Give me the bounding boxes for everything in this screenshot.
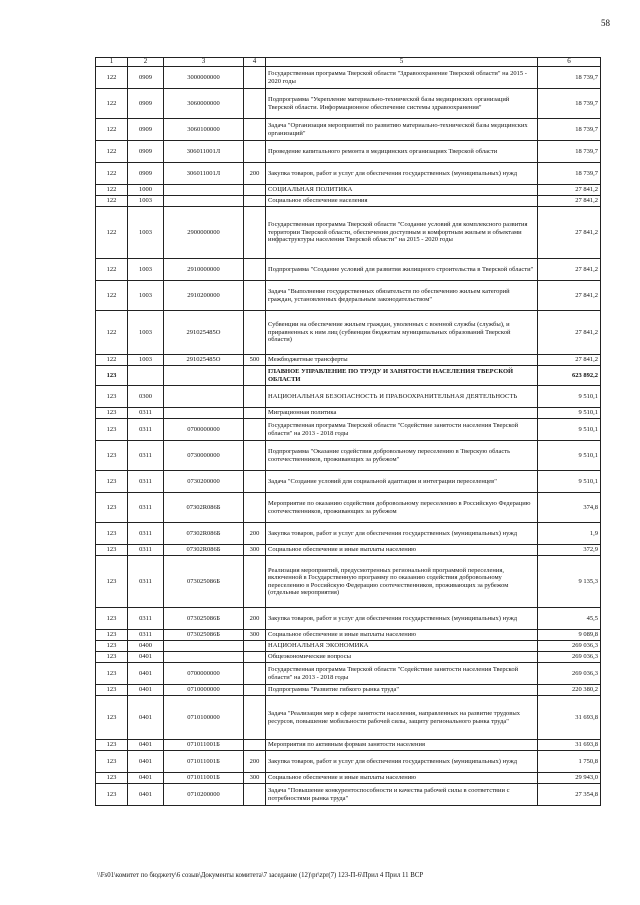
section-code-cell: 1003	[128, 355, 164, 366]
target-code-cell: 2910200000	[164, 281, 244, 311]
admin-code-cell: 122	[96, 89, 128, 119]
expense-type-cell	[244, 641, 266, 652]
item-name-cell: Общеэкономические вопросы	[266, 652, 538, 663]
amount-cell: 269 036,3	[538, 652, 601, 663]
section-code-cell	[128, 366, 164, 386]
amount-cell: 27 841,2	[538, 196, 601, 207]
table-row	[96, 523, 601, 545]
item-name-cell: Подпрограмма "Оказание содействия добровольному переселению в Тверскую область соотечественников, проживающих за рубежом"	[266, 441, 538, 471]
table-row	[96, 751, 601, 773]
expense-type-cell	[244, 119, 266, 141]
admin-code-cell: 123	[96, 696, 128, 740]
amount-cell: 18 739,7	[538, 141, 601, 163]
expense-type-cell	[244, 685, 266, 696]
section-code-cell: 0311	[128, 523, 164, 545]
item-name-cell: Социальное обеспечение и иные выплаты населению	[266, 545, 538, 556]
table-row	[96, 408, 601, 419]
admin-code-cell: 123	[96, 740, 128, 751]
expense-type-cell	[244, 67, 266, 89]
table-row	[96, 652, 601, 663]
item-name-cell: Подпрограмма "Создание условий для развития жилищного строительства в Тверской области"	[266, 259, 538, 281]
item-name-cell: Закупка товаров, работ и услуг для обеспечения государственных (муниципальных) нужд	[266, 608, 538, 630]
expense-type-cell	[244, 419, 266, 441]
target-code-cell: 07302R086Б	[164, 493, 244, 523]
target-code-cell: 071011001Б	[164, 740, 244, 751]
amount-cell: 623 892,2	[538, 366, 601, 386]
item-name-cell: Государственная программа Тверской области "Здравоохранение Тверской области" на 2015 - 2020 годы	[266, 67, 538, 89]
table-row	[96, 641, 601, 652]
section-code-cell: 0311	[128, 419, 164, 441]
expense-type-cell	[244, 185, 266, 196]
amount-cell: 27 354,8	[538, 784, 601, 806]
table-row	[96, 696, 601, 740]
section-code-cell: 0311	[128, 556, 164, 608]
target-code-cell: 073025086Б	[164, 556, 244, 608]
amount-cell: 9 510,1	[538, 419, 601, 441]
table-row	[96, 163, 601, 185]
target-code-cell: 3060000000	[164, 89, 244, 119]
amount-cell: 18 739,7	[538, 89, 601, 119]
item-name-cell: Задача "Организация мероприятий по развитию материально-технической базы медицинских организаций"	[266, 119, 538, 141]
table-row	[96, 784, 601, 806]
amount-cell: 27 841,2	[538, 311, 601, 355]
admin-code-cell: 123	[96, 685, 128, 696]
admin-code-cell: 122	[96, 119, 128, 141]
amount-cell: 9 510,1	[538, 386, 601, 408]
expense-type-cell: 300	[244, 545, 266, 556]
admin-code-cell: 122	[96, 163, 128, 185]
expense-type-cell	[244, 89, 266, 119]
expense-type-cell	[244, 408, 266, 419]
expense-type-cell: 500	[244, 355, 266, 366]
section-code-cell: 0311	[128, 493, 164, 523]
expense-type-cell	[244, 386, 266, 408]
target-code-cell: 071011001Б	[164, 751, 244, 773]
section-code-cell: 0311	[128, 408, 164, 419]
admin-code-cell: 122	[96, 355, 128, 366]
table-row	[96, 366, 601, 386]
admin-code-cell: 123	[96, 652, 128, 663]
item-name-cell: Государственная программа Тверской области "Содействие занятости населения Тверской области" на 2013 - 2018 годы	[266, 663, 538, 685]
section-code-cell: 0311	[128, 608, 164, 630]
target-code-cell	[164, 196, 244, 207]
expense-type-cell: 300	[244, 630, 266, 641]
table-row	[96, 663, 601, 685]
table-row	[96, 608, 601, 630]
amount-cell: 269 036,3	[538, 641, 601, 652]
section-code-cell: 0311	[128, 441, 164, 471]
item-name-cell: Социальное обеспечение населения	[266, 196, 538, 207]
target-code-cell: 073025086Б	[164, 608, 244, 630]
admin-code-cell: 122	[96, 141, 128, 163]
table-row	[96, 119, 601, 141]
target-code-cell: 306011001Л	[164, 163, 244, 185]
expense-type-cell: 200	[244, 751, 266, 773]
admin-code-cell: 123	[96, 471, 128, 493]
item-name-cell: Мероприятие по оказанию содействия добровольному переселению в Российскую Федерацию соотечественников, проживающих за рубежом	[266, 493, 538, 523]
item-name-cell: Задача "Реализация мер в сфере занятости населения, направленных на развитие трудовых ресурсов, повышение мобильности рабочей силы, защиту регионального рынка труда"	[266, 696, 538, 740]
admin-code-cell: 123	[96, 545, 128, 556]
table-row	[96, 141, 601, 163]
amount-cell: 1,9	[538, 523, 601, 545]
amount-cell: 31 693,8	[538, 740, 601, 751]
section-code-cell: 0400	[128, 641, 164, 652]
target-code-cell: 07302R086Б	[164, 545, 244, 556]
target-code-cell: 0710100000	[164, 696, 244, 740]
admin-code-cell: 123	[96, 441, 128, 471]
amount-cell: 9 510,1	[538, 408, 601, 419]
admin-code-cell: 123	[96, 366, 128, 386]
amount-cell: 27 841,2	[538, 207, 601, 259]
target-code-cell: 0710000000	[164, 685, 244, 696]
table-row	[96, 556, 601, 608]
table-row	[96, 471, 601, 493]
item-name-cell: Социальное обеспечение и иные выплаты населению	[266, 630, 538, 641]
amount-cell: 27 841,2	[538, 281, 601, 311]
section-code-cell: 1003	[128, 311, 164, 355]
item-name-cell: НАЦИОНАЛЬНАЯ ЭКОНОМИКА	[266, 641, 538, 652]
target-code-cell: 073025086Б	[164, 630, 244, 641]
section-code-cell: 0311	[128, 630, 164, 641]
column-header: 2	[128, 58, 164, 67]
section-code-cell: 0401	[128, 751, 164, 773]
target-code-cell: 306011001Л	[164, 141, 244, 163]
amount-cell: 9 510,1	[538, 471, 601, 493]
section-code-cell: 0909	[128, 89, 164, 119]
item-name-cell: ГЛАВНОЕ УПРАВЛЕНИЕ ПО ТРУДУ И ЗАНЯТОСТИ НАСЕЛЕНИЯ ТВЕРСКОЙ ОБЛАСТИ	[266, 366, 538, 386]
expense-type-cell	[244, 471, 266, 493]
section-code-cell: 1003	[128, 281, 164, 311]
column-header: 6	[538, 58, 601, 67]
item-name-cell: Задача "Выполнение государственных обязательств по обеспечению жильем категорий граждан, установленных федеральным законодательством"	[266, 281, 538, 311]
amount-cell: 9 089,8	[538, 630, 601, 641]
table-row	[96, 545, 601, 556]
admin-code-cell: 123	[96, 408, 128, 419]
section-code-cell: 1000	[128, 185, 164, 196]
table-row	[96, 386, 601, 408]
table-row	[96, 207, 601, 259]
section-code-cell: 0401	[128, 773, 164, 784]
column-header: 4	[244, 58, 266, 67]
item-name-cell: Задача "Повышение конкурентоспособности и качества рабочей силы в соответствии с потребностями рынка труда"	[266, 784, 538, 806]
page-number: 58	[601, 18, 610, 28]
section-code-cell: 0311	[128, 471, 164, 493]
section-code-cell: 0401	[128, 696, 164, 740]
table-row	[96, 311, 601, 355]
admin-code-cell: 123	[96, 641, 128, 652]
item-name-cell: Подпрограмма "Укрепление материально-технической базы медицинских организаций Тверской области. Информационное обеспечение системы здравоохранения"	[266, 89, 538, 119]
target-code-cell	[164, 386, 244, 408]
item-name-cell: Государственная программа Тверской области "Создание условий для комплексного развития территории Тверской области, обеспечения доступным и комфортным жильем и объектами инфраструктуры населения Тверской области" на 2015 - 2020 годы	[266, 207, 538, 259]
section-code-cell: 0401	[128, 784, 164, 806]
amount-cell: 29 943,0	[538, 773, 601, 784]
section-code-cell: 1003	[128, 196, 164, 207]
expense-type-cell	[244, 784, 266, 806]
admin-code-cell: 122	[96, 196, 128, 207]
target-code-cell	[164, 652, 244, 663]
admin-code-cell: 122	[96, 185, 128, 196]
item-name-cell: Закупка товаров, работ и услуг для обеспечения государственных (муниципальных) нужд	[266, 523, 538, 545]
target-code-cell: 0730200000	[164, 471, 244, 493]
target-code-cell	[164, 408, 244, 419]
admin-code-cell: 123	[96, 523, 128, 545]
section-code-cell: 0909	[128, 163, 164, 185]
target-code-cell: 07302R086Б	[164, 523, 244, 545]
item-name-cell: Государственная программа Тверской области "Содействие занятости населения Тверской области" на 2013 - 2018 годы	[266, 419, 538, 441]
amount-cell: 18 739,7	[538, 163, 601, 185]
admin-code-cell: 123	[96, 751, 128, 773]
table-row	[96, 259, 601, 281]
target-code-cell	[164, 641, 244, 652]
admin-code-cell: 123	[96, 556, 128, 608]
target-code-cell: 071011001Б	[164, 773, 244, 784]
target-code-cell: 291025485О	[164, 355, 244, 366]
expense-type-cell	[244, 366, 266, 386]
target-code-cell: 0700000000	[164, 419, 244, 441]
table-row	[96, 281, 601, 311]
table-row	[96, 740, 601, 751]
admin-code-cell: 122	[96, 67, 128, 89]
item-name-cell: НАЦИОНАЛЬНАЯ БЕЗОПАСНОСТЬ И ПРАВООХРАНИТЕЛЬНАЯ ДЕЯТЕЛЬНОСТЬ	[266, 386, 538, 408]
item-name-cell: Субвенции на обеспечение жильем граждан, уволенных с военной службы (службы), и приравненных к ним лиц (субвенции бюджетам муниципальных образований Тверской области)	[266, 311, 538, 355]
admin-code-cell: 123	[96, 493, 128, 523]
section-code-cell: 0311	[128, 545, 164, 556]
target-code-cell: 3000000000	[164, 67, 244, 89]
amount-cell: 31 693,8	[538, 696, 601, 740]
target-code-cell: 0710200000	[164, 784, 244, 806]
amount-cell: 27 841,2	[538, 355, 601, 366]
column-header: 5	[266, 58, 538, 67]
target-code-cell: 0700000000	[164, 663, 244, 685]
item-name-cell: Закупка товаров, работ и услуг для обеспечения государственных (муниципальных) нужд	[266, 751, 538, 773]
section-code-cell: 0401	[128, 740, 164, 751]
expense-type-cell	[244, 196, 266, 207]
table-header-row	[96, 58, 601, 67]
amount-cell: 220 380,2	[538, 685, 601, 696]
admin-code-cell: 123	[96, 386, 128, 408]
section-code-cell: 1003	[128, 259, 164, 281]
item-name-cell: Закупка товаров, работ и услуг для обеспечения государственных (муниципальных) нужд	[266, 163, 538, 185]
table-row	[96, 441, 601, 471]
item-name-cell: Социальное обеспечение и иные выплаты населению	[266, 773, 538, 784]
budget-table	[95, 57, 601, 806]
expense-type-cell	[244, 663, 266, 685]
column-header: 1	[96, 58, 128, 67]
section-code-cell: 0401	[128, 663, 164, 685]
section-code-cell: 0300	[128, 386, 164, 408]
table-row	[96, 355, 601, 366]
table-row	[96, 196, 601, 207]
item-name-cell: СОЦИАЛЬНАЯ ПОЛИТИКА	[266, 185, 538, 196]
amount-cell: 27 841,2	[538, 259, 601, 281]
item-name-cell: Проведение капитального ремонта в медицинских организациях Тверской области	[266, 141, 538, 163]
expense-type-cell	[244, 493, 266, 523]
amount-cell: 9 510,1	[538, 441, 601, 471]
item-name-cell: Реализация мероприятий, предусмотренных региональной программой переселения, включенной в Государственную программу по оказанию содействия добровольному переселению в Российскую Федерацию соотечественников, проживающих за рубежом (отдельные мероприятия)	[266, 556, 538, 608]
admin-code-cell: 122	[96, 207, 128, 259]
expense-type-cell: 200	[244, 163, 266, 185]
amount-cell: 374,8	[538, 493, 601, 523]
table-body	[96, 67, 601, 806]
table-row	[96, 67, 601, 89]
expense-type-cell	[244, 207, 266, 259]
amount-cell: 18 739,7	[538, 67, 601, 89]
expense-type-cell	[244, 141, 266, 163]
amount-cell: 27 841,2	[538, 185, 601, 196]
amount-cell: 18 739,7	[538, 119, 601, 141]
expense-type-cell: 200	[244, 608, 266, 630]
footer-file-path: \\Fs01\комитет по бюджету\6 созыв\Документы комитета\7 заседание (12)\pr\zpr(7) 123-П-6\Прил 4 Прил 11 ВСР	[97, 872, 424, 879]
expense-type-cell	[244, 696, 266, 740]
item-name-cell: Задача "Создание условий для социальной адаптации и интеграции переселенцев"	[266, 471, 538, 493]
amount-cell: 1 750,8	[538, 751, 601, 773]
amount-cell: 269 036,3	[538, 663, 601, 685]
table-row	[96, 89, 601, 119]
admin-code-cell: 123	[96, 608, 128, 630]
table-row	[96, 685, 601, 696]
amount-cell: 372,9	[538, 545, 601, 556]
table-row	[96, 419, 601, 441]
section-code-cell: 0909	[128, 141, 164, 163]
section-code-cell: 0909	[128, 119, 164, 141]
expense-type-cell	[244, 556, 266, 608]
expense-type-cell	[244, 652, 266, 663]
admin-code-cell: 123	[96, 663, 128, 685]
admin-code-cell: 122	[96, 281, 128, 311]
section-code-cell: 0401	[128, 652, 164, 663]
admin-code-cell: 122	[96, 311, 128, 355]
column-header: 3	[164, 58, 244, 67]
target-code-cell: 291025485О	[164, 311, 244, 355]
item-name-cell: Межбюджетные трансферты	[266, 355, 538, 366]
section-code-cell: 0909	[128, 67, 164, 89]
admin-code-cell: 122	[96, 259, 128, 281]
target-code-cell: 2910000000	[164, 259, 244, 281]
expense-type-cell	[244, 311, 266, 355]
admin-code-cell: 123	[96, 773, 128, 784]
target-code-cell: 0730000000	[164, 441, 244, 471]
item-name-cell: Миграционная политика	[266, 408, 538, 419]
table-row	[96, 630, 601, 641]
target-code-cell	[164, 366, 244, 386]
target-code-cell: 3060100000	[164, 119, 244, 141]
target-code-cell	[164, 185, 244, 196]
expense-type-cell: 300	[244, 773, 266, 784]
admin-code-cell: 123	[96, 630, 128, 641]
expense-type-cell	[244, 281, 266, 311]
item-name-cell: Подпрограмма "Развитие гибкого рынка труда"	[266, 685, 538, 696]
admin-code-cell: 123	[96, 784, 128, 806]
expense-type-cell	[244, 259, 266, 281]
amount-cell: 45,5	[538, 608, 601, 630]
table-row	[96, 185, 601, 196]
table-row	[96, 773, 601, 784]
expense-type-cell	[244, 740, 266, 751]
item-name-cell: Мероприятия по активным формам занятости населения	[266, 740, 538, 751]
expense-type-cell	[244, 441, 266, 471]
admin-code-cell: 123	[96, 419, 128, 441]
table-row	[96, 493, 601, 523]
section-code-cell: 0401	[128, 685, 164, 696]
amount-cell: 9 135,3	[538, 556, 601, 608]
section-code-cell: 1003	[128, 207, 164, 259]
target-code-cell: 2900000000	[164, 207, 244, 259]
expense-type-cell: 200	[244, 523, 266, 545]
